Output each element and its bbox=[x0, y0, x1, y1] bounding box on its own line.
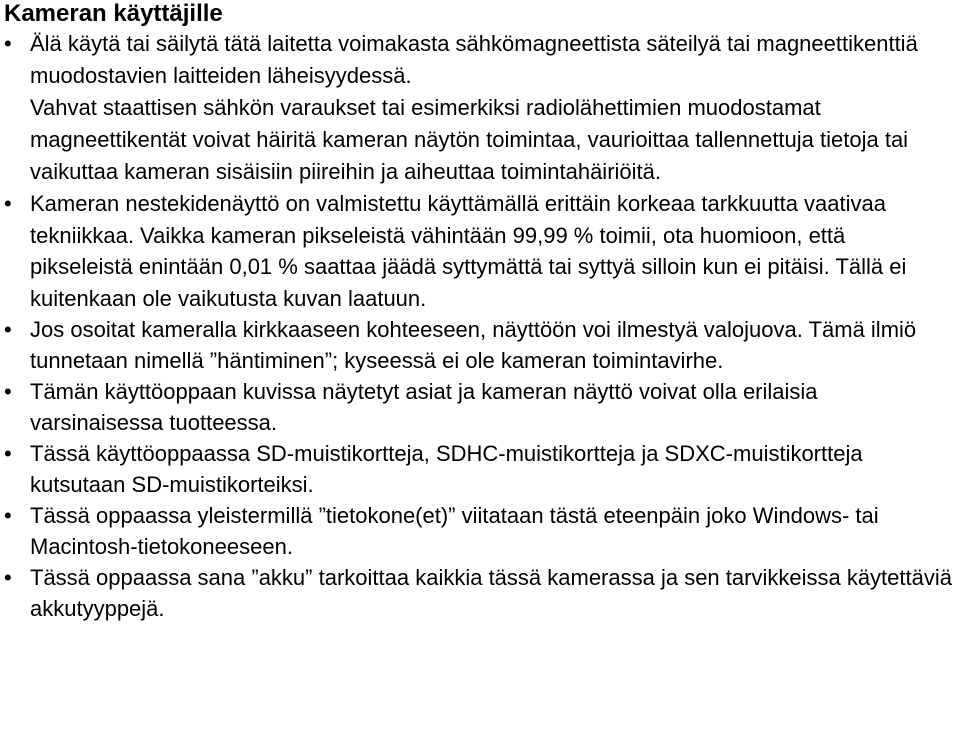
bullet-icon: • bbox=[4, 503, 12, 528]
bullet-paragraph: Tässä oppaassa yleistermillä ”tietokone(et)” viitataan tästä eteenpäin joko Windows- tai Macintosh-tietokoneeseen. bbox=[30, 503, 879, 559]
bullet-icon: • bbox=[4, 565, 12, 590]
bullet-icon: • bbox=[4, 441, 12, 466]
bullet-paragraph: Älä käytä tai säilytä tätä laitetta voimakasta sähkömagneettista säteilyä tai magneettikenttiä muodostavien laitteiden läheisyydessä. bbox=[30, 31, 918, 88]
bullet-item-lcd-pixels bbox=[4, 188, 954, 314]
bullet-list bbox=[4, 28, 954, 624]
bullet-paragraph: Tässä käyttöoppaassa SD-muistikortteja, SDHC-muistikortteja ja SDXC-muistikortteja kutsutaan SD-muistikorteiksi. bbox=[30, 441, 863, 497]
bullet-icon: • bbox=[4, 317, 12, 342]
bullet-paragraph: Jos osoitat kameralla kirkkaaseen kohteeseen, näyttöön voi ilmestyä valojuova. Tämä ilmiö tunnetaan nimellä ”häntiminen”; kyseessä ei ole kameran toimintavirhe. bbox=[30, 317, 917, 373]
bullet-paragraph: Kameran nestekidenäyttö on valmistettu käyttämällä erittäin korkeaa tarkkuutta vaativaa tekniikkaa. Vaikka kameran pikseleistä vähintään 99,99 % toimii, ota huomioon, että pikseleistä enintään 0,01 % saattaa jäädä syttymättä tai syttyä silloin kun ei pitäisi. Tällä ei kuitenkaan ole vaikutusta kuvan laatuun. bbox=[30, 191, 907, 311]
bullet-item-battery bbox=[4, 562, 954, 624]
bullet-item-illustrations bbox=[4, 376, 954, 438]
bullet-paragraph: Tämän käyttöoppaan kuvissa näytetyt asiat ja kameran näyttö voivat olla erilaisia varsinaisessa tuotteessa. bbox=[30, 379, 818, 435]
bullet-item-computers bbox=[4, 500, 954, 562]
section-heading: Kameran käyttäjille bbox=[4, 0, 223, 27]
bullet-item-sd-cards bbox=[4, 438, 954, 500]
bullet-icon: • bbox=[4, 379, 12, 404]
bullet-icon: • bbox=[4, 191, 12, 216]
bullet-item-em-interference bbox=[4, 28, 954, 188]
bullet-paragraph: Tässä oppaassa sana ”akku” tarkoittaa kaikkia tässä kamerassa ja sen tarvikkeissa käytettäviä akkutyyppejä. bbox=[30, 565, 952, 621]
bullet-paragraph: Vahvat staattisen sähkön varaukset tai esimerkiksi radiolähettimien muodostamat magneettikentät voivat häiritä kameran näytön toimintaa, vaurioittaa tallennettuja tietoja tai vaikuttaa kameran sisäisiin piireihin ja aiheuttaa toimintahäiriöitä. bbox=[30, 95, 909, 184]
bullet-icon: • bbox=[4, 31, 12, 56]
bullet-item-smear bbox=[4, 314, 954, 376]
